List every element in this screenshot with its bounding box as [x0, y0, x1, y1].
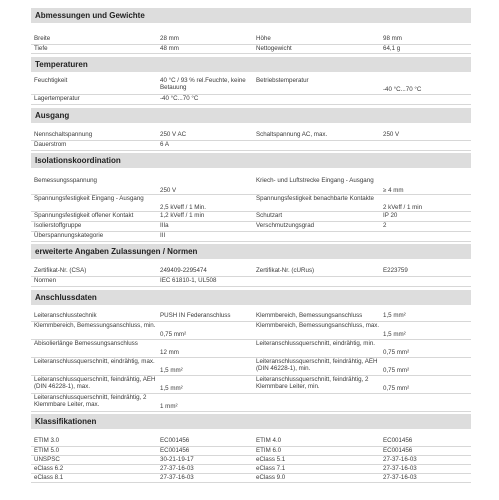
- row-label-right: eClass 5.1: [256, 456, 286, 463]
- row-label-right: ETIM 4.0: [256, 437, 282, 444]
- row-label-right: eClass 7.1: [256, 465, 286, 472]
- row-label: Abisolierlänge Bemessungsanschluss: [34, 340, 138, 347]
- row-value-right: 2: [383, 222, 387, 229]
- table-row: [31, 222, 471, 230]
- table-row: [31, 232, 471, 240]
- row-value-right: 1,5 mm²: [383, 330, 406, 338]
- row-divider: [31, 286, 471, 287]
- row-value-right: 27-37-16-03: [383, 474, 417, 481]
- row-value-right: 2 kVeff / 1 min: [383, 203, 423, 211]
- table-row: [31, 35, 471, 43]
- row-value: IIIa: [160, 222, 169, 229]
- row-value: PUSH IN Federanschluss: [160, 312, 231, 319]
- row-value: 1,2 kVeff / 1 min: [160, 212, 205, 219]
- row-divider: [31, 53, 471, 54]
- row-label-right: Klemmbereich, Bemessungsanschluss: [256, 312, 363, 319]
- row-label-right: Zertifikat-Nr. (cURus): [256, 267, 315, 274]
- row-label: Spannungsfestigkeit Eingang - Ausgang: [34, 195, 144, 202]
- row-label-right: Schutzart: [256, 212, 283, 219]
- row-divider: [31, 150, 471, 151]
- row-label-right: Nettogewicht: [256, 45, 292, 52]
- row-label: Feuchtigkeit: [34, 77, 68, 84]
- row-label: Dauerstrom: [34, 141, 67, 148]
- row-value-right: 0,75 mm²: [383, 366, 410, 374]
- row-value-right: -40 °C...70 °C: [383, 85, 422, 93]
- row-value-right: 27-37-16-03: [383, 465, 417, 472]
- row-value: 48 mm: [160, 45, 179, 52]
- row-label: eClass 6.2: [34, 465, 64, 472]
- row-divider: [31, 241, 471, 242]
- table-row: [31, 95, 471, 103]
- row-value: 6 A: [160, 141, 169, 148]
- row-value: 12 mm: [160, 348, 179, 356]
- row-label: Leiteranschlussquerschnitt, eindrähtig, max.: [34, 358, 155, 365]
- section-title-output: Ausgang: [31, 108, 471, 123]
- row-value-right: EC001456: [383, 437, 413, 444]
- table-row: [31, 376, 471, 392]
- table-row: [31, 212, 471, 220]
- row-label-right: Spannungsfestigkeit benachbarte Kontakte: [256, 195, 374, 202]
- row-divider: [31, 411, 471, 412]
- row-value-right: 0,75 mm²: [383, 348, 410, 356]
- table-row: [31, 312, 471, 320]
- row-label: ETIM 5.0: [34, 447, 60, 454]
- table-row: [31, 447, 471, 455]
- row-label-right: Schaltspannung AC, max.: [256, 131, 328, 138]
- row-label-right: Verschmutzungsgrad: [256, 222, 315, 229]
- row-value-right: EC001456: [383, 447, 413, 454]
- row-value: EC001456: [160, 437, 190, 444]
- row-value-right: 27-37-16-03: [383, 456, 417, 463]
- row-value: -40 °C...70 °C: [160, 95, 199, 102]
- row-label: Breite: [34, 35, 51, 42]
- table-row: [31, 465, 471, 473]
- row-value-right: ≥ 4 mm: [383, 186, 404, 194]
- row-label-right: Leiteranschlussquerschnitt, feindrähtig, AEH (DIN 46228-1), min.: [256, 358, 378, 373]
- table-row: [31, 474, 471, 482]
- row-value-right: IP 20: [383, 212, 398, 219]
- row-value-right: 98 mm: [383, 35, 402, 42]
- row-label: Klemmbereich, Bemessungsanschluss, min.: [34, 322, 156, 329]
- table-row: [31, 277, 471, 285]
- row-label: eClass 8.1: [34, 474, 64, 481]
- row-label: Spannungsfestigkeit offener Kontakt: [34, 212, 134, 219]
- row-label-right: Höhe: [256, 35, 271, 42]
- row-label: Normen: [34, 277, 57, 284]
- row-label: Leiteranschlussquerschnitt, feindrähtig, 2 Klemmbare Leiter, max.: [34, 394, 147, 409]
- table-row: [31, 141, 471, 149]
- row-label: Lagertemperatur: [34, 95, 80, 102]
- row-label: Leiteranschlusstechnik: [34, 312, 97, 319]
- row-divider: [31, 104, 471, 105]
- row-label-right: eClass 9.0: [256, 474, 286, 481]
- row-label: ETIM 3.0: [34, 437, 60, 444]
- row-label: Nennschaltspannung: [34, 131, 93, 138]
- table-row: [31, 267, 471, 275]
- row-label: Überspannungskategorie: [34, 232, 104, 239]
- row-value: 250 V: [160, 186, 177, 194]
- row-label: UNSPSC: [34, 456, 60, 463]
- row-value: 27-37-16-03: [160, 465, 194, 472]
- table-row: [31, 45, 471, 53]
- section-title-approvals: erweiterte Angaben Zulassungen / Normen: [31, 244, 471, 259]
- row-value: 40 °C / 93 % rel.Feuchte, keine Betauung: [160, 77, 246, 92]
- section-title-connection: Anschlussdaten: [31, 290, 471, 305]
- table-row: [31, 340, 471, 356]
- table-row: [31, 394, 471, 410]
- table-row: [31, 177, 471, 194]
- table-row: [31, 437, 471, 445]
- row-label: Leiteranschlussquerschnitt, feindrähtig, AEH (DIN 46228-1), max.: [34, 376, 156, 391]
- row-value-right: 1,5 mm²: [383, 312, 406, 319]
- row-label-right: Leiteranschlussquerschnitt, feindrähtig, 2 Klemmbare Leiter, min.: [256, 376, 369, 391]
- row-value-right: 250 V: [383, 131, 400, 138]
- table-row: [31, 322, 471, 338]
- row-label-right: Kriech- und Luftstrecke Eingang - Ausgang: [256, 177, 374, 184]
- row-label: Isolierstoffgruppe: [34, 222, 82, 229]
- table-row: [31, 77, 471, 93]
- row-value: 249409-2295474: [160, 267, 207, 274]
- table-row: [31, 456, 471, 464]
- row-label: Zertifikat-Nr. (CSA): [34, 267, 87, 274]
- row-label-right: ETIM 6.0: [256, 447, 282, 454]
- row-label-right: Betriebstemperatur: [256, 77, 309, 84]
- row-value: 0,75 mm²: [160, 330, 187, 338]
- section-title-classifications: Klassifikationen: [31, 414, 471, 429]
- section-title-insulation: Isolationskoordination: [31, 153, 471, 168]
- row-divider: [31, 482, 471, 483]
- row-label: Bemessungsspannung: [34, 177, 97, 184]
- row-value: 2,5 kVeff / 1 Min.: [160, 203, 206, 211]
- row-value-right: 64,1 g: [383, 45, 401, 52]
- row-value: 250 V AC: [160, 131, 187, 138]
- row-value: 1 mm²: [160, 402, 178, 410]
- table-row: [31, 131, 471, 139]
- row-value: 27-37-16-03: [160, 474, 194, 481]
- table-row: [31, 195, 471, 211]
- row-value: 30-21-19-17: [160, 456, 194, 463]
- row-value: III: [160, 232, 166, 239]
- row-value: EC001456: [160, 447, 190, 454]
- table-row: [31, 358, 471, 374]
- row-label-right: Klemmbereich, Bemessungsanschluss, max.: [256, 322, 380, 329]
- row-value-right: E223759: [383, 267, 408, 274]
- section-title-temperatures: Temperaturen: [31, 57, 471, 72]
- row-label: Tiefe: [34, 45, 48, 52]
- row-value: 1,5 mm²: [160, 366, 183, 374]
- row-value: IEC 61810-1, UL508: [160, 277, 217, 284]
- row-value: 1,5 mm²: [160, 384, 183, 392]
- row-label-right: Leiteranschlussquerschnitt, eindrähtig, min.: [256, 340, 376, 347]
- section-title-dimensions: Abmessungen und Gewichte: [31, 8, 471, 23]
- row-value-right: 0,75 mm²: [383, 384, 410, 392]
- row-value: 28 mm: [160, 35, 179, 42]
